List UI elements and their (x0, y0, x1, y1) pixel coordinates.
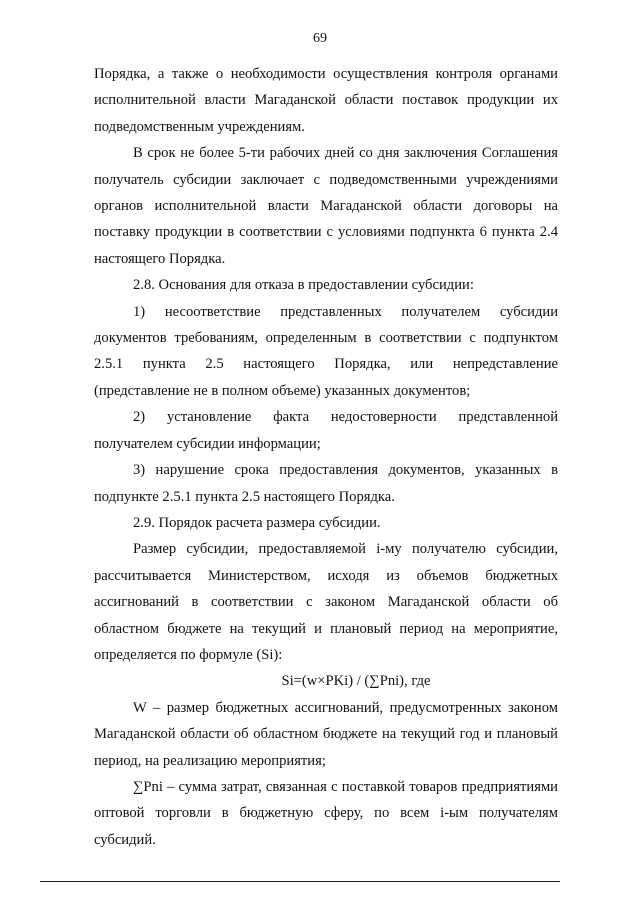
formula-si: Si=(w×PKi) / (∑Pni), где (281, 673, 431, 690)
definition-w: W – размер бюджетных ассигнований, предусмотренных законом Магаданской области об областном бюджете на текущий год и плановый период, на реализацию мероприятия; (94, 699, 558, 769)
list-item-refusal-1: 1) несоответствие представленных получателем субсидии документов требованиям, определенным в соответствии с подпунктом 2.5.1 пункта 2.5 настоящего Порядка, или непредставление (представление не в полном объеме) указанных документов; (94, 303, 558, 399)
definition-sum-pni: ∑Pni – сумма затрат, связанная с поставкой товаров предприятиями оптовой торговли в бюджетную сферу, по всем i-ым получателям субсидий. (94, 778, 558, 848)
footer-divider (40, 881, 560, 882)
paragraph-continuation: Порядка, а также о необходимости осуществления контроля органами исполнительной власти Магаданской области поставок продукции их подведомственным учреждениям. (94, 66, 558, 135)
section-heading-2-8: 2.8. Основания для отказа в предоставлении субсидии: (133, 277, 474, 294)
paragraph-agreement-term: В срок не более 5-ти рабочих дней со дня заключения Соглашения получатель субсидии заключает с подведомственными учреждениями органов исполнительной власти Магаданской области договоры на поставку продукции в соответствии с условиями подпункта 6 пункта 2.4 настоящего Порядка. (94, 145, 558, 267)
paragraph-subsidy-size: Размер субсидии, предоставляемой i-му получателю субсидии, рассчитывается Министерством, исходя из объемов бюджетных ассигнований в соответствии с законом Магаданской области об областном бюджете на текущий и плановый период на мероприятие, определяется по формуле (Si): (94, 541, 558, 663)
document-body (94, 61, 558, 853)
section-heading-2-9: 2.9. Порядок расчета размера субсидии. (133, 514, 381, 531)
page-number: 69 (313, 31, 327, 46)
list-item-refusal-3: 3) нарушение срока предоставления документов, указанных в подпункте 2.5.1 пункта 2.5 настоящего Порядка. (94, 462, 558, 505)
list-item-refusal-2: 2) установление факта недостоверности представленной получателем субсидии информации; (94, 409, 558, 452)
